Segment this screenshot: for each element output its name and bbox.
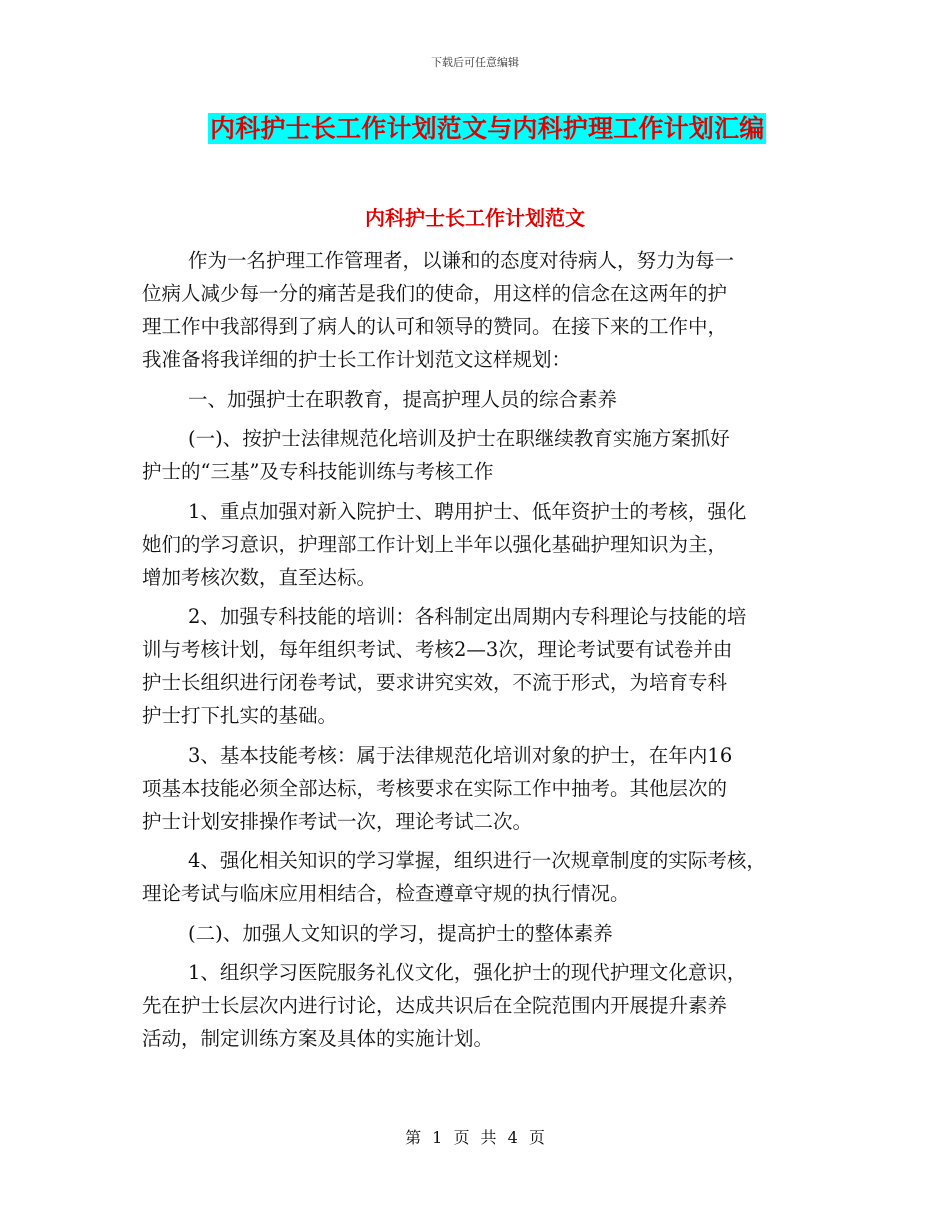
page-footer: 第 1 页 共 4 页: [405, 1128, 545, 1147]
document-title: 内科护士长工作计划范文与内科护理工作计划汇编: [210, 114, 765, 143]
paragraph-line: 先在护士长层次内进行讨论，达成共识后在全院范围内开展提升素养: [142, 994, 728, 1017]
paragraph-line: 项基本技能必须全部达标，考核要求在实际工作中抽考。其他层次的: [142, 776, 728, 800]
paragraph-line: 活动，制定训练方案及具体的实施计划。: [142, 1027, 494, 1050]
paragraph-line: 训与考核计划，每年组织考试、考核2—3次，理论考试要有试卷并由: [142, 638, 733, 661]
paragraph-line: 位病人减少每一分的痛苦是我们的使命，用这样的信念在这两年的护: [142, 282, 728, 305]
paragraph-line: 护士长组织进行闭卷考试，要求讲究实效，不流于形式，为培育专科: [142, 671, 728, 694]
paragraph-line: (一)、按护士法律规范化培训及护士在职继续教育实施方案抓好: [188, 427, 730, 450]
paragraph-line: 2、加强专科技能的培训：各科制定出周期内专科理论与技能的培: [188, 605, 747, 628]
paragraph-line: 她们的学习意识，护理部工作计划上半年以强化基础护理知识为主，: [142, 532, 728, 556]
paragraph-line: 一、加强护士在职教育，提高护理人员的综合素养: [188, 387, 618, 411]
paragraph-line: 增加考核次数，直至达标。: [142, 565, 377, 589]
document-body: [142, 244, 822, 1055]
paragraph-line: 护士打下扎实的基础。: [142, 704, 338, 727]
paragraph-line: 我准备将我详细的护士长工作计划范文这样规划：: [142, 348, 572, 371]
paragraph-line: 护士的“三基”及专科技能训练与考核工作: [142, 460, 494, 483]
paragraph-line: (二)、加强人文知识的学习，提高护士的整体素养: [188, 921, 613, 945]
paragraph-line: 3、基本技能考核：属于法律规范化培训对象的护士，在年内16: [188, 743, 733, 767]
paragraph-line: 1、重点加强对新入院护士、聘用护士、低年资护士的考核，强化: [188, 499, 747, 523]
paragraph-line: 4、强化相关知识的学习掌握，组织进行一次规章制度的实际考核，: [188, 849, 766, 872]
paragraph-line: 理论考试与临床应用相结合，检查遵章守规的执行情况。: [142, 882, 630, 905]
paragraph-line: 理工作中我部得到了病人的认可和领导的赞同。在接下来的工作中，: [142, 315, 728, 338]
header-note: 下载后可任意编辑: [431, 56, 519, 69]
paragraph-line: 护士计划安排操作考试一次，理论考试二次。: [142, 809, 533, 833]
section-title: 内科护士长工作计划范文: [365, 206, 585, 230]
paragraph-line: 作为一名护理工作管理者，以谦和的态度对待病人，努力为每一: [188, 249, 735, 272]
paragraph-line: 1、组织学习医院服务礼仪文化，强化护士的现代护理文化意识，: [188, 961, 747, 984]
